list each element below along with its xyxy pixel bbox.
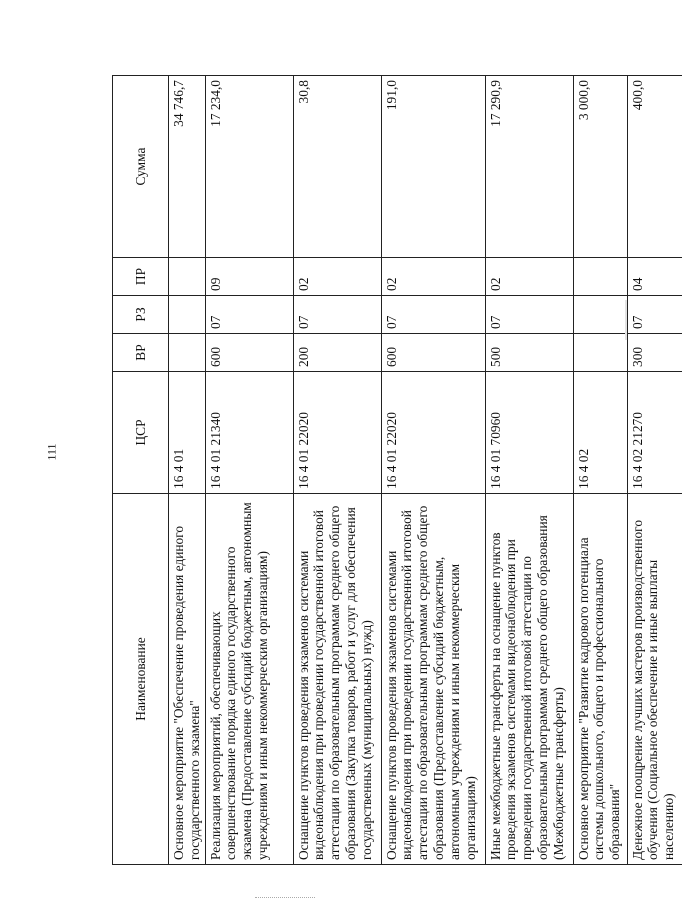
cell-rz: 07 [627,295,682,333]
cell-name: Основное мероприятие "Развитие кадрового потенциала системы дошкольного, общего и профессионального образования" [573,493,627,864]
cell-csr: 16 4 01 22020 [381,371,485,493]
table-row [627,75,682,864]
cell-vr: 500 [485,333,573,371]
cell-rz [573,295,627,333]
table-row [293,75,381,864]
table-header-row [112,75,168,864]
table-row [381,75,485,864]
scan-artifact [625,300,627,340]
scan-artifact [255,897,315,899]
cell-sum: 17 290,9 [485,75,573,257]
cell-pr: 02 [485,257,573,295]
table-row [485,75,573,864]
cell-name: Реализация мероприятий, обеспечивающих совершенствование порядка единого государственного экзамена (Предоставление субсидий бюджетным, автономным учреждениям и иным некоммерческим организациям) [205,493,293,864]
cell-sum: 3 000,0 [573,75,627,257]
cell-sum: 30,8 [293,75,381,257]
cell-csr: 16 4 02 [573,371,627,493]
page-number: 111 [44,443,59,461]
budget-table-container [112,76,676,865]
cell-name: Денежное поощрение лучших мастеров производственного обучения (Социальное обеспечение и иные выплаты населению) [627,493,682,864]
cell-vr [573,333,627,371]
header-name: Наименование [112,493,168,864]
cell-vr: 200 [293,333,381,371]
cell-vr [168,333,205,371]
header-sum: Сумма [112,75,168,257]
cell-pr [573,257,627,295]
cell-sum: 17 234,0 [205,75,293,257]
cell-name: Оснащение пунктов проведения экзаменов системами видеонаблюдения при проведении государственной итоговой аттестации по образовательным программам среднего общего образования (Закупка товаров, работ и услуг для обеспечения государственных (муниципальных) нужд) [293,493,381,864]
cell-name: Иные межбюджетные трансферты на оснащение пунктов проведения экзаменов системами видеонаблюдения при проведении государственной итоговой аттестации по образовательным программам среднего общего образования (Межбюджетные трансферты) [485,493,573,864]
budget-table [112,75,682,865]
cell-name: Оснащение пунктов проведения экзаменов системами видеонаблюдения при проведении государственной итоговой аттестации по образовательным программам среднего общего образования (Предоставление субсидий бюджетным, автономным учреждениям и иным некоммерческим организациям) [381,493,485,864]
cell-rz: 07 [381,295,485,333]
table-row [573,75,627,864]
cell-csr: 16 4 01 [168,371,205,493]
cell-pr: 02 [293,257,381,295]
cell-pr: 02 [381,257,485,295]
cell-vr: 300 [627,333,682,371]
table-row [205,75,293,864]
header-csr: ЦСР [112,371,168,493]
cell-rz: 07 [205,295,293,333]
cell-csr: 16 4 01 21340 [205,371,293,493]
cell-name: Основное мероприятие "Обеспечение проведения единого государственного экзамена" [168,493,205,864]
cell-vr: 600 [381,333,485,371]
cell-pr: 04 [627,257,682,295]
cell-vr: 600 [205,333,293,371]
cell-csr: 16 4 02 21270 [627,371,682,493]
header-rz: РЗ [112,295,168,333]
cell-sum: 34 746,7 [168,75,205,257]
table-row [168,75,205,864]
cell-pr: 09 [205,257,293,295]
cell-sum: 400,0 [627,75,682,257]
cell-pr [168,257,205,295]
cell-sum: 191,0 [381,75,485,257]
cell-rz: 07 [485,295,573,333]
cell-csr: 16 4 01 70960 [485,371,573,493]
header-pr: ПР [112,257,168,295]
cell-csr: 16 4 01 22020 [293,371,381,493]
cell-rz [168,295,205,333]
header-vr: ВР [112,333,168,371]
cell-rz: 07 [293,295,381,333]
